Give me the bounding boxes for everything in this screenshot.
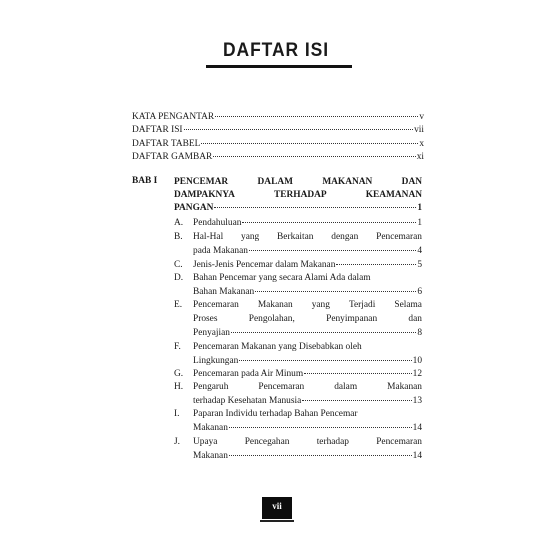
section-letter: D. (174, 273, 184, 283)
toc-entry-kata-pengantar[interactable] (132, 111, 424, 123)
leader-dots (184, 129, 414, 130)
toc-word: Penyimpanan (326, 314, 378, 324)
toc-word: Berkaitan (277, 232, 314, 242)
toc-entry-label: Pencemaran pada Air Minum (193, 369, 304, 379)
toc-entry-last-line (193, 368, 422, 380)
leader-dots (336, 264, 416, 265)
toc-word: Pencegahan (244, 437, 290, 447)
toc-entry-page: 4 (417, 246, 422, 256)
leader-dots (239, 360, 411, 361)
toc-entry-page: 14 (412, 451, 422, 461)
toc-entry-label: Makanan (193, 423, 228, 433)
toc-entry-last-line (193, 450, 422, 462)
toc-entry-daftar-gambar[interactable] (132, 151, 424, 163)
toc-entry-last-line (193, 395, 422, 407)
toc-word: Upaya (193, 437, 218, 447)
section-letter: H. (174, 382, 184, 392)
leader-dots (215, 116, 418, 117)
toc-entry-label: Penyajian (193, 328, 230, 338)
toc-entry-page: v (419, 112, 424, 122)
toc-entry-air-minum[interactable] (193, 368, 422, 380)
toc-entry-kesehatan[interactable] (193, 381, 422, 407)
leader-dots (214, 207, 416, 208)
toc-entry-label: Lingkungan (193, 356, 239, 366)
chapter-title-line-1 (174, 176, 422, 189)
leader-dots (242, 222, 416, 223)
toc-entry-pendahuluan[interactable] (193, 217, 422, 229)
toc-word: Terjadi (348, 300, 376, 310)
toc-entry-label: Jenis-Jenis Pencemar dalam Makanan (193, 260, 336, 270)
toc-entry-page: 5 (417, 260, 422, 270)
toc-entry-page: 10 (412, 356, 422, 366)
toc-word: Proses (193, 314, 218, 324)
leader-dots (201, 143, 418, 144)
toc-entry-paparan[interactable] (193, 408, 422, 434)
toc-entry-last-line (193, 245, 422, 257)
toc-entry-line: Bahan Pencemar yang secara Alami Ada dalam (193, 273, 371, 283)
toc-entry-line (193, 231, 422, 243)
toc-entry-page: 6 (417, 287, 422, 297)
toc-entry-line (193, 299, 422, 311)
toc-word: Selama (394, 300, 422, 310)
toc-entry-daftar-tabel[interactable] (132, 138, 424, 150)
toc-entry-page: 13 (412, 396, 422, 406)
leader-dots (255, 291, 416, 292)
toc-entry-jenis-jenis[interactable] (193, 259, 422, 271)
toc-entry-page: 8 (417, 328, 422, 338)
page-title: DAFTAR ISI (222, 40, 329, 61)
section-letter: G. (174, 369, 184, 379)
toc-entry-line: Pencemaran Makanan yang Disebabkan oleh (193, 342, 362, 352)
toc-entry-label: DAFTAR TABEL (132, 139, 201, 149)
toc-word: Makanan (257, 300, 293, 310)
chapter-title-line-3 (174, 202, 422, 215)
page-number-badge: vii (262, 497, 292, 519)
leader-dots (213, 156, 415, 157)
chapter-title-word: KEAMANAN (365, 190, 422, 200)
toc-entry-lingkungan[interactable] (193, 341, 422, 367)
chapter-title-word: PENCEMAR (174, 177, 229, 187)
toc-entry-label: terhadap Kesehatan Manusia (193, 396, 302, 406)
toc-entry-last-line (193, 327, 422, 339)
leader-dots (231, 332, 416, 333)
toc-word: Pencemaran (258, 382, 305, 392)
toc-entry-page: xi (416, 152, 424, 162)
toc-entry-pencemaran-proses[interactable] (193, 299, 422, 339)
leader-dots (249, 250, 416, 251)
toc-word: dalam (334, 382, 358, 392)
toc-word: Pengaruh (193, 382, 229, 392)
leader-dots (229, 455, 412, 456)
toc-entry-last-line (193, 217, 422, 229)
toc-entry-hal-hal[interactable] (193, 231, 422, 257)
toc-word: yang (311, 300, 330, 310)
toc-word: Pencemaran (376, 232, 422, 242)
section-letter: A. (174, 218, 184, 228)
section-letter: E. (174, 300, 183, 310)
toc-entry-upaya[interactable] (193, 436, 422, 462)
toc-word: Hal-Hal (193, 232, 224, 242)
section-letter: I. (174, 409, 180, 419)
toc-word: dan (408, 314, 422, 324)
toc-entry-page: vii (414, 125, 424, 135)
chapter-title[interactable] (174, 176, 422, 215)
chapter-page: 1 (417, 203, 422, 213)
toc-word: Makanan (387, 382, 422, 392)
leader-dots (304, 373, 412, 374)
chapter-title-word: DALAM (257, 177, 293, 187)
chapter-title-word: DAMPAKNYA (174, 190, 235, 200)
toc-entry-last-line (193, 422, 422, 434)
toc-entry-last-line (193, 286, 422, 298)
toc-entry-page: 14 (412, 423, 422, 433)
toc-entry-label: pada Makanan (193, 246, 248, 256)
chapter-title-word: MAKANAN (322, 177, 373, 187)
toc-entry-page: 1 (417, 218, 422, 228)
toc-entry-line: Paparan Individu terhadap Bahan Pencemar (193, 409, 358, 419)
toc-entry-last-line (193, 355, 422, 367)
toc-entry-label: Makanan (193, 451, 228, 461)
toc-entry-label: Pendahuluan (193, 218, 242, 228)
toc-entry-last-line (193, 259, 422, 271)
toc-entry-label: DAFTAR ISI (132, 125, 183, 135)
toc-word: Pencemaran (193, 300, 239, 310)
toc-entry-page: x (419, 139, 424, 149)
toc-entry-daftar-isi[interactable] (132, 124, 424, 136)
footer-underline (260, 520, 294, 522)
toc-entry-line (193, 436, 422, 448)
chapter-title-line-2 (174, 189, 422, 202)
title-underline (206, 65, 352, 68)
section-letter: F. (174, 342, 181, 352)
toc-word: yang (241, 232, 260, 242)
chapter-title-word: PANGAN (174, 203, 214, 213)
toc-entry-label: KATA PENGANTAR (132, 112, 215, 122)
toc-entry-label: DAFTAR GAMBAR (132, 152, 213, 162)
toc-word: Pengolahan, (248, 314, 295, 324)
toc-entry-bahan-pencemar[interactable] (193, 272, 422, 298)
chapter-title-word: TERHADAP (274, 190, 327, 200)
toc-entry-label: Bahan Makanan (193, 287, 255, 297)
section-letter: B. (174, 232, 183, 242)
section-letter: J. (174, 437, 180, 447)
toc-word: dengan (331, 232, 359, 242)
toc-entry-page: 12 (412, 369, 422, 379)
chapter-title-word: DAN (401, 177, 422, 187)
chapter-number: BAB I (132, 176, 158, 186)
section-letter: C. (174, 260, 183, 270)
toc-word: terhadap (316, 437, 349, 447)
toc-entry-line (193, 313, 422, 325)
toc-entry-line (193, 381, 422, 393)
toc-word: Pencemaran (376, 437, 422, 447)
leader-dots (302, 400, 411, 401)
leader-dots (229, 427, 412, 428)
